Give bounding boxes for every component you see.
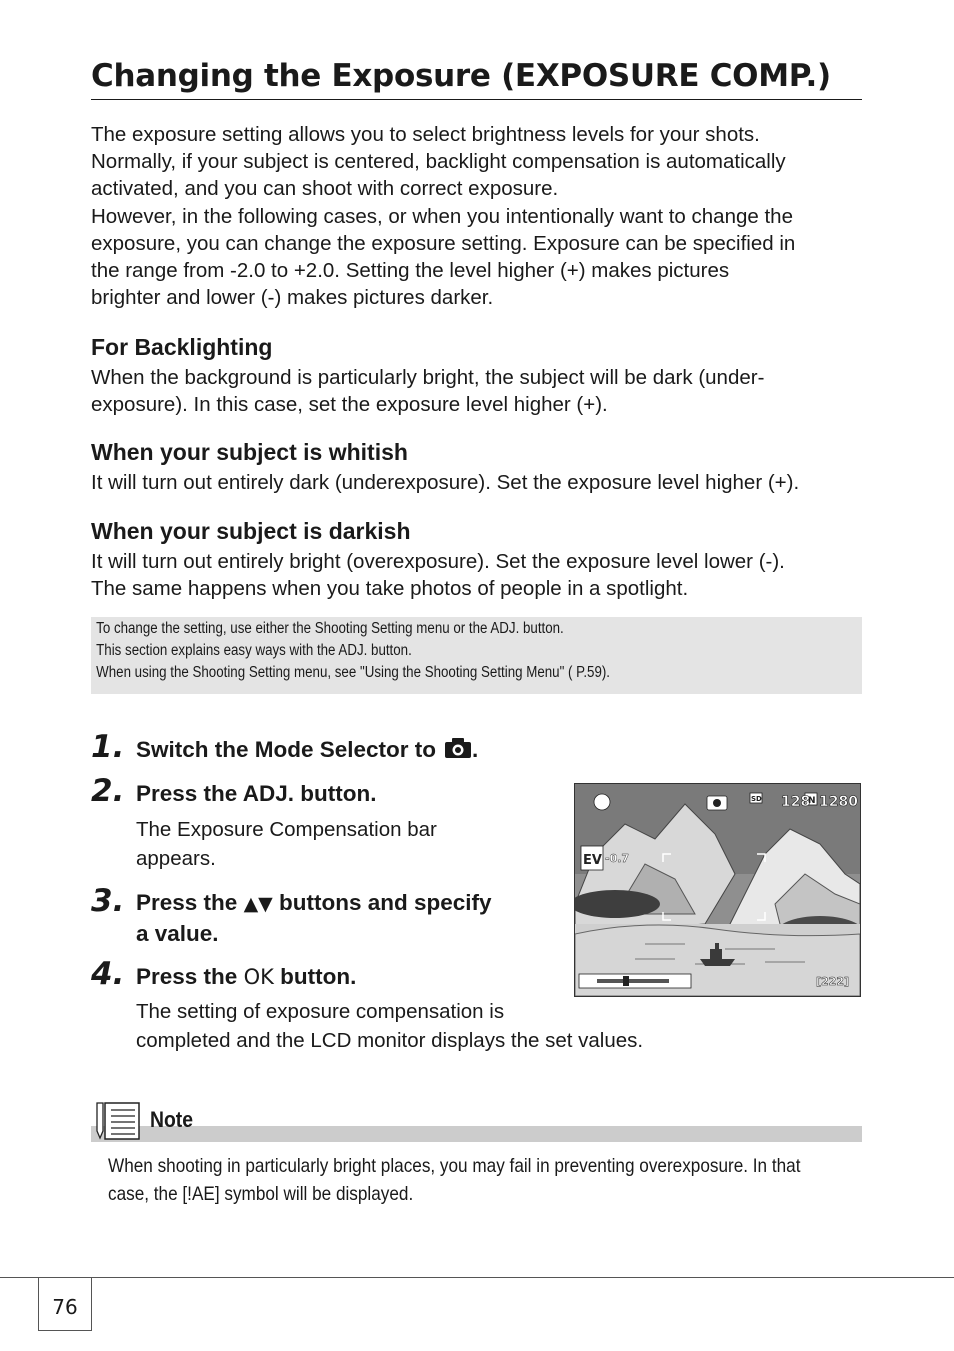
lcd-remaining: 128 bbox=[781, 794, 811, 810]
note-text bbox=[108, 1153, 801, 1208]
lcd-screen-illustration bbox=[574, 783, 861, 997]
intro-paragraph bbox=[91, 121, 871, 311]
intro-line: brighter and lower (-) makes pictures darker. bbox=[91, 286, 494, 310]
step-desc-line: The Exposure Compensation bar bbox=[136, 818, 437, 841]
info-box bbox=[91, 617, 862, 694]
lcd-counter: [222] bbox=[816, 975, 850, 988]
step-2-number: 2. bbox=[91, 773, 125, 809]
camera-icon bbox=[444, 736, 472, 767]
step-1-suffix: . bbox=[472, 737, 479, 762]
page-number-box bbox=[38, 1277, 92, 1331]
section-line: It will turn out entirely bright (overexposure). Set the exposure level lower (-). bbox=[91, 550, 785, 573]
lcd-ev-label: EV bbox=[583, 853, 602, 868]
step-2-desc bbox=[136, 816, 437, 873]
step-4-label-a: Press the bbox=[136, 964, 244, 989]
step-desc-line: completed and the LCD monitor displays the set values. bbox=[136, 1028, 644, 1052]
step-4-text bbox=[136, 961, 356, 993]
step-4-number: 4. bbox=[91, 956, 125, 992]
darkish-text bbox=[91, 548, 871, 602]
ok-button-glyph: OK bbox=[243, 965, 274, 989]
note-bar bbox=[91, 1126, 862, 1142]
backlighting-text bbox=[91, 364, 871, 418]
intro-line: Normally, if your subject is centered, backlight compensation is automatically bbox=[91, 150, 786, 174]
step-4-label-b: button. bbox=[273, 964, 357, 989]
step-desc-line: appears. bbox=[136, 846, 216, 870]
section-line: It will turn out entirely dark (underexposure). Set the exposure level higher (+). bbox=[91, 471, 800, 494]
heading-whitish: When your subject is whitish bbox=[91, 439, 408, 465]
heading-darkish: When your subject is darkish bbox=[91, 518, 411, 544]
step-1-number: 1. bbox=[91, 729, 125, 765]
info-line: To change the setting, use either the Shooting Setting menu or the ADJ. button. bbox=[96, 620, 564, 637]
footer-rule bbox=[0, 1277, 954, 1278]
step-1-label: Switch the Mode Selector to bbox=[136, 737, 437, 762]
intro-line: exposure, you can change the exposure setting. Exposure can be specified in bbox=[91, 231, 796, 255]
step-3-text bbox=[136, 887, 492, 920]
intro-line: However, in the following cases, or when you intentionally want to change the bbox=[91, 204, 793, 228]
page-title: Changing the Exposure (EXPOSURE COMP.) bbox=[91, 58, 831, 94]
intro-line: activated, and you can shoot with correct exposure. bbox=[91, 177, 559, 201]
page-number: 76 bbox=[52, 1295, 78, 1319]
note-line: case, the [!AE] symbol will be displayed. bbox=[108, 1182, 414, 1205]
step-desc-line: The setting of exposure compensation is bbox=[136, 1000, 505, 1023]
intro-line: the range from -2.0 to +2.0. Setting the level higher (+) makes pictures bbox=[91, 259, 730, 283]
section-line: exposure). In this case, set the exposure level higher (+). bbox=[91, 393, 608, 417]
lcd-size: 1280 bbox=[819, 794, 858, 810]
step-3-text-cont: a value. bbox=[136, 921, 219, 946]
title-underline bbox=[91, 99, 862, 100]
note-label: Note bbox=[150, 1107, 194, 1132]
step-3-label-b: buttons and specify bbox=[272, 890, 492, 915]
lcd-card: SD bbox=[751, 795, 762, 803]
info-line: When using the Shooting Setting menu, see "Using the Shooting Setting Menu" ( P.59). bbox=[96, 664, 611, 681]
section-line: The same happens when you take photos of people in a spotlight. bbox=[91, 577, 689, 601]
whitish-text bbox=[91, 469, 871, 496]
info-line: This section explains easy ways with the ADJ. button. bbox=[96, 642, 412, 659]
step-2-text: Press the ADJ. button. bbox=[136, 781, 377, 806]
note-icon bbox=[95, 1101, 141, 1146]
lcd-ev-value: -0.7 bbox=[605, 852, 630, 865]
section-line: When the background is particularly bright, the subject will be dark (under- bbox=[91, 366, 765, 389]
note-line: When shooting in particularly bright places, you may fail in preventing overexposure. In that bbox=[108, 1155, 801, 1177]
step-1-text bbox=[136, 734, 478, 767]
step-4-desc bbox=[136, 998, 643, 1055]
up-down-arrows-icon: ▲▼ bbox=[243, 893, 273, 915]
heading-backlighting: For Backlighting bbox=[91, 334, 273, 360]
lcd-quality: N bbox=[808, 796, 816, 806]
step-3-label-a: Press the bbox=[136, 890, 244, 915]
intro-line: The exposure setting allows you to select brightness levels for your shots. bbox=[91, 123, 760, 146]
step-3-number: 3. bbox=[91, 883, 125, 919]
